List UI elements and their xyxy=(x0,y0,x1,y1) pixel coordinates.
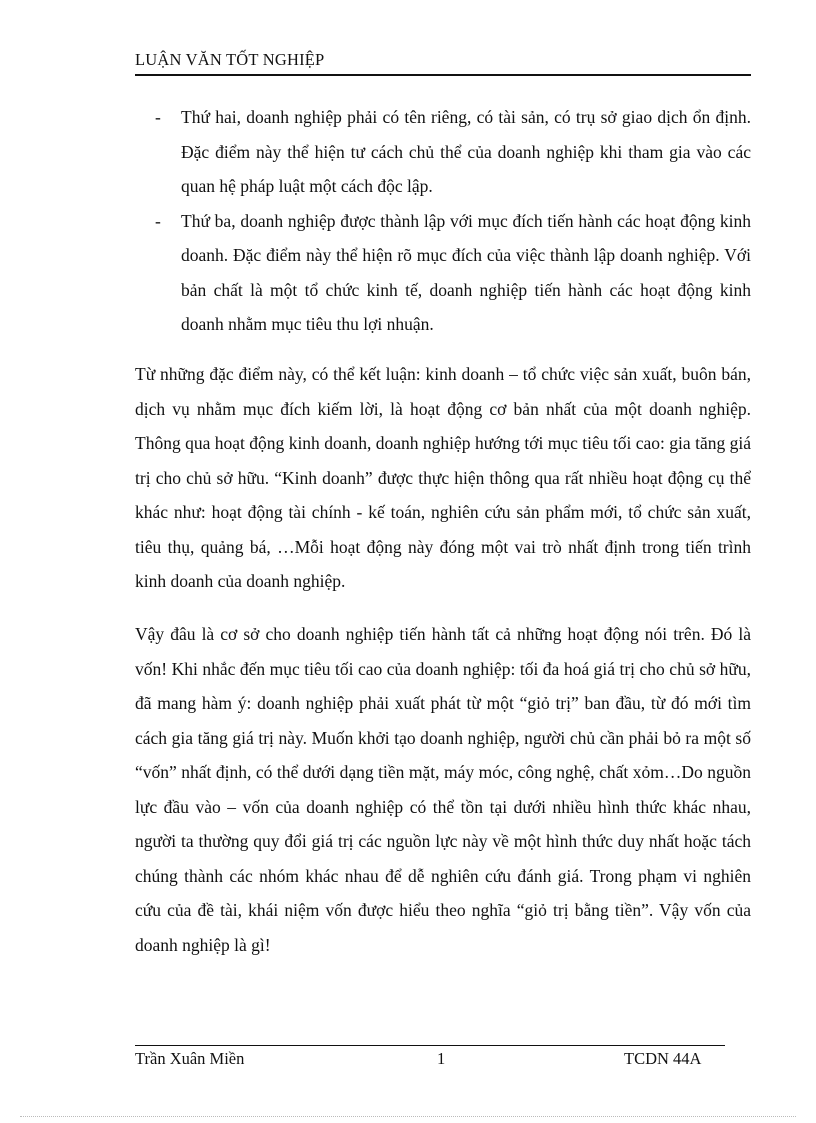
bullet-item xyxy=(155,204,751,342)
bullet-text: Thứ ba, doanh nghiệp được thành lập với mục đích tiến hành các hoạt động kinh doanh. Đặc điểm này thể hiện rõ mục đích của việc thành lập doanh nghiệp. Với bản chất là một tổ chức kinh tế, doanh nghiệp tiến hành các hoạt động kinh doanh nhằm mục tiêu thu lợi nhuận. xyxy=(181,210,751,334)
body-paragraph: Vậy đâu là cơ sở cho doanh nghiệp tiến hành tất cả những hoạt động nói trên. Đó là vốn! Khi nhắc đến mục tiêu tối cao của doanh nghiệp: tối đa hoá giá trị cho chủ sở hữu, đã mang hàm ý: doanh nghiệp phải xuất phát từ một “giỏ trị” ban đầu, từ đó mới tìm cách gia tăng giá trị này. Muốn khởi tạo doanh nghiệp, người chủ cần phải bỏ ra một số “vốn” nhất định, có thể dưới dạng tiền mặt, máy móc, công nghệ, chất xỏm…Do nguồn lực đầu vào – vốn của doanh nghiệp có thể tồn tại dưới nhiều hình thức khác nhau, người ta thường quy đổi giá trị các nguồn lực này về một hình thức duy nhất hoặc tách chúng thành các nhóm khác nhau để dễ nghiên cứu đánh giá. Trong phạm vi nghiên cứu của đề tài, khái niệm vốn được hiểu theo nghĩa “giỏ trị bằng tiền”. Vậy vốn của doanh nghiệp là gì! xyxy=(135,624,751,955)
page-bottom-border xyxy=(20,1116,796,1117)
bullet-item xyxy=(155,100,751,204)
bullet-dash: - xyxy=(155,210,161,231)
bullet-list xyxy=(155,100,751,342)
footer-class-code: TCDN 44A xyxy=(624,1049,702,1068)
footer-rule xyxy=(135,1045,725,1046)
header-rule xyxy=(135,74,751,76)
body-paragraph: Từ những đặc điểm này, có thể kết luận: kinh doanh – tổ chức việc sản xuất, buôn bán, dịch vụ nhằm mục đích kiếm lời, là hoạt động cơ bản nhất của một doanh nghiệp. Thông qua hoạt động kinh doanh, doanh nghiệp hướng tới mục tiêu tối cao: gia tăng giá trị cho chủ sở hữu. “Kinh doanh” được thực hiện thông qua rất nhiều hoạt động cụ thể khác như: hoạt động tài chính - kế toán, nghiên cứu sản phẩm mới, tổ chức sản xuất, tiêu thụ, quảng bá, …Mỗi hoạt động này đóng một vai trò nhất định trong tiến trình kinh doanh của doanh nghiệp. xyxy=(135,364,751,591)
page-header-title: LUẬN VĂN TỐT NGHIỆP xyxy=(135,50,325,69)
bullet-dash: - xyxy=(155,107,161,127)
page-number: 1 xyxy=(437,1049,446,1068)
footer-author: Trần Xuân Miền xyxy=(135,1049,245,1068)
bullet-text: Thứ hai, doanh nghiệp phải có tên riêng, có tài sản, có trụ sở giao dịch ổn định. Đặc điểm này thể hiện tư cách chủ thể của doanh nghiệp khi tham gia vào các quan hệ pháp luật một cách độc lập. xyxy=(181,107,751,196)
